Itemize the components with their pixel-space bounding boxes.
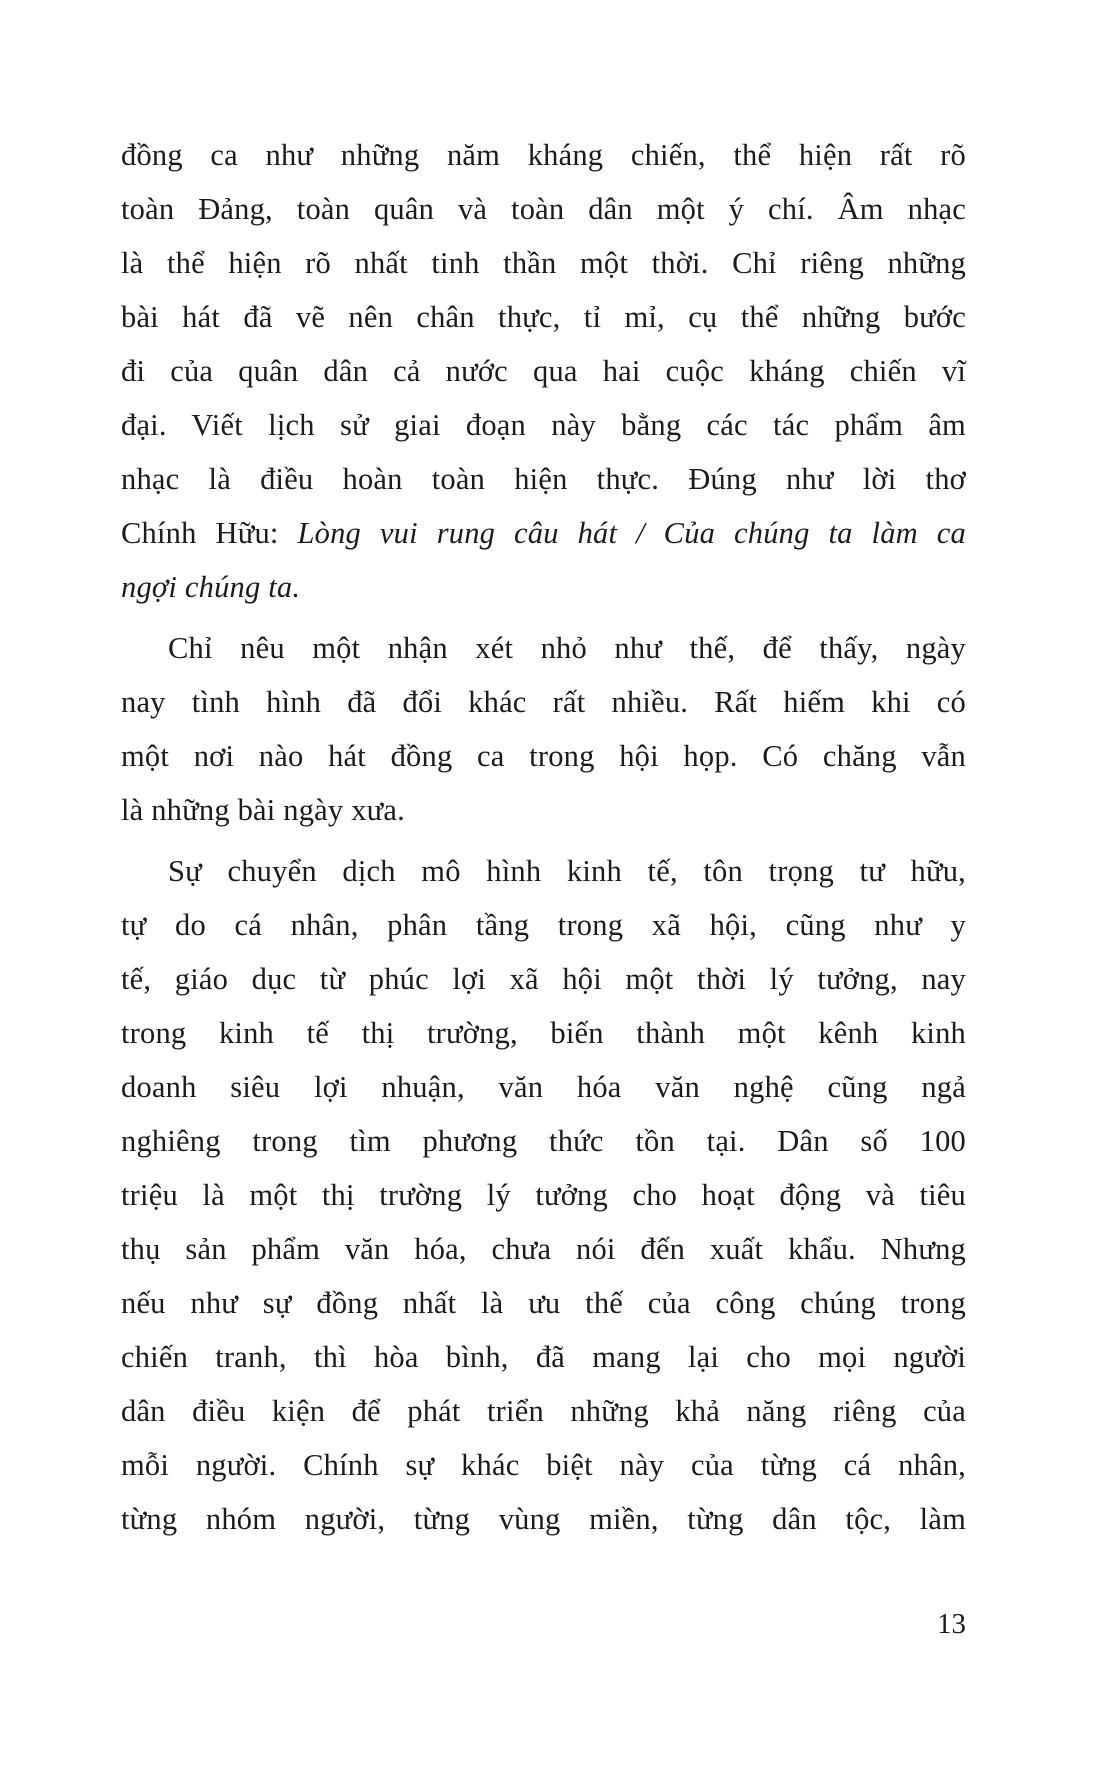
italic-text-segment: Lòng vui rung câu hát / Của chúng ta làm ca: [297, 516, 966, 550]
text-segment: nghiêng trong tìm phương thức tồn tại. Dân số 100: [121, 1124, 966, 1158]
paragraph: [121, 621, 966, 837]
text-line: [121, 236, 966, 290]
text-line: [121, 1114, 966, 1168]
text-segment: đi của quân dân cả nước qua hai cuộc kháng chiến vĩ: [121, 354, 966, 388]
text-segment: thụ sản phẩm văn hóa, chưa nói đến xuất khẩu. Nhưng: [121, 1232, 966, 1266]
text-line: [121, 1276, 966, 1330]
text-segment: tự do cá nhân, phân tầng trong xã hội, cũng như y: [121, 908, 966, 942]
text-segment: nhạc là điều hoàn toàn hiện thực. Đúng như lời thơ: [121, 462, 966, 496]
text-segment: đồng ca như những năm kháng chiến, thể hiện rất rõ: [121, 138, 966, 172]
text-segment: nay tình hình đã đổi khác rất nhiều. Rất hiếm khi có: [121, 685, 966, 719]
text-line: [121, 182, 966, 236]
text-segment: là thể hiện rõ nhất tinh thần một thời. Chỉ riêng những: [121, 246, 966, 280]
text-line: [121, 452, 966, 506]
text-line: [121, 844, 966, 898]
text-line: [121, 1330, 966, 1384]
text-segment: toàn Đảng, toàn quân và toàn dân một ý chí. Âm nhạc: [121, 192, 966, 226]
text-segment: Sự chuyển dịch mô hình kinh tế, tôn trọng tư hữu,: [168, 854, 966, 888]
text-line: [121, 621, 966, 675]
text-line: [121, 398, 966, 452]
text-segment: doanh siêu lợi nhuận, văn hóa văn nghệ cũng ngả: [121, 1070, 966, 1104]
text-line: [121, 729, 966, 783]
text-segment: Chỉ nêu một nhận xét nhỏ như thế, để thấy, ngày: [168, 631, 966, 665]
text-line: [121, 675, 966, 729]
text-segment: triệu là một thị trường lý tưởng cho hoạt động và tiêu: [121, 1178, 966, 1212]
text-line: [121, 128, 966, 182]
text-segment: nếu như sự đồng nhất là ưu thế của công chúng trong: [121, 1286, 966, 1320]
text-line: [121, 1222, 966, 1276]
text-line: [121, 783, 966, 837]
text-line: [121, 344, 966, 398]
text-segment: là những bài ngày xưa.: [121, 793, 405, 827]
text-line: [121, 1060, 966, 1114]
page-number: 13: [937, 1608, 966, 1640]
italic-text-segment: ngợi chúng ta.: [121, 570, 301, 604]
text-line: [121, 560, 966, 614]
text-segment: một nơi nào hát đồng ca trong hội họp. Có chăng vẫn: [121, 739, 966, 773]
paragraph: [121, 128, 966, 614]
text-segment: mỗi người. Chính sự khác biệt này của từng cá nhân,: [121, 1448, 966, 1482]
text-segment: từng nhóm người, từng vùng miền, từng dân tộc, làm: [121, 1502, 966, 1536]
text-segment: chiến tranh, thì hòa bình, đã mang lại cho mọi người: [121, 1340, 966, 1374]
text-segment: bài hát đã vẽ nên chân thực, tỉ mỉ, cụ thể những bước: [121, 300, 966, 334]
text-line: [121, 1438, 966, 1492]
text-line: [121, 1168, 966, 1222]
text-segment: trong kinh tế thị trường, biến thành một kênh kinh: [121, 1016, 966, 1050]
text-line: [121, 1492, 966, 1546]
text-line: [121, 952, 966, 1006]
text-line: [121, 1006, 966, 1060]
paragraph: [121, 844, 966, 1546]
text-segment: Chính Hữu:: [121, 516, 298, 550]
page-text: [121, 128, 966, 1546]
text-line: [121, 290, 966, 344]
text-segment: tế, giáo dục từ phúc lợi xã hội một thời lý tưởng, nay: [121, 962, 966, 996]
text-line: [121, 506, 966, 560]
text-line: [121, 1384, 966, 1438]
text-segment: dân điều kiện để phát triển những khả năng riêng của: [121, 1394, 966, 1428]
text-segment: đại. Viết lịch sử giai đoạn này bằng các tác phẩm âm: [121, 408, 966, 442]
text-line: [121, 898, 966, 952]
